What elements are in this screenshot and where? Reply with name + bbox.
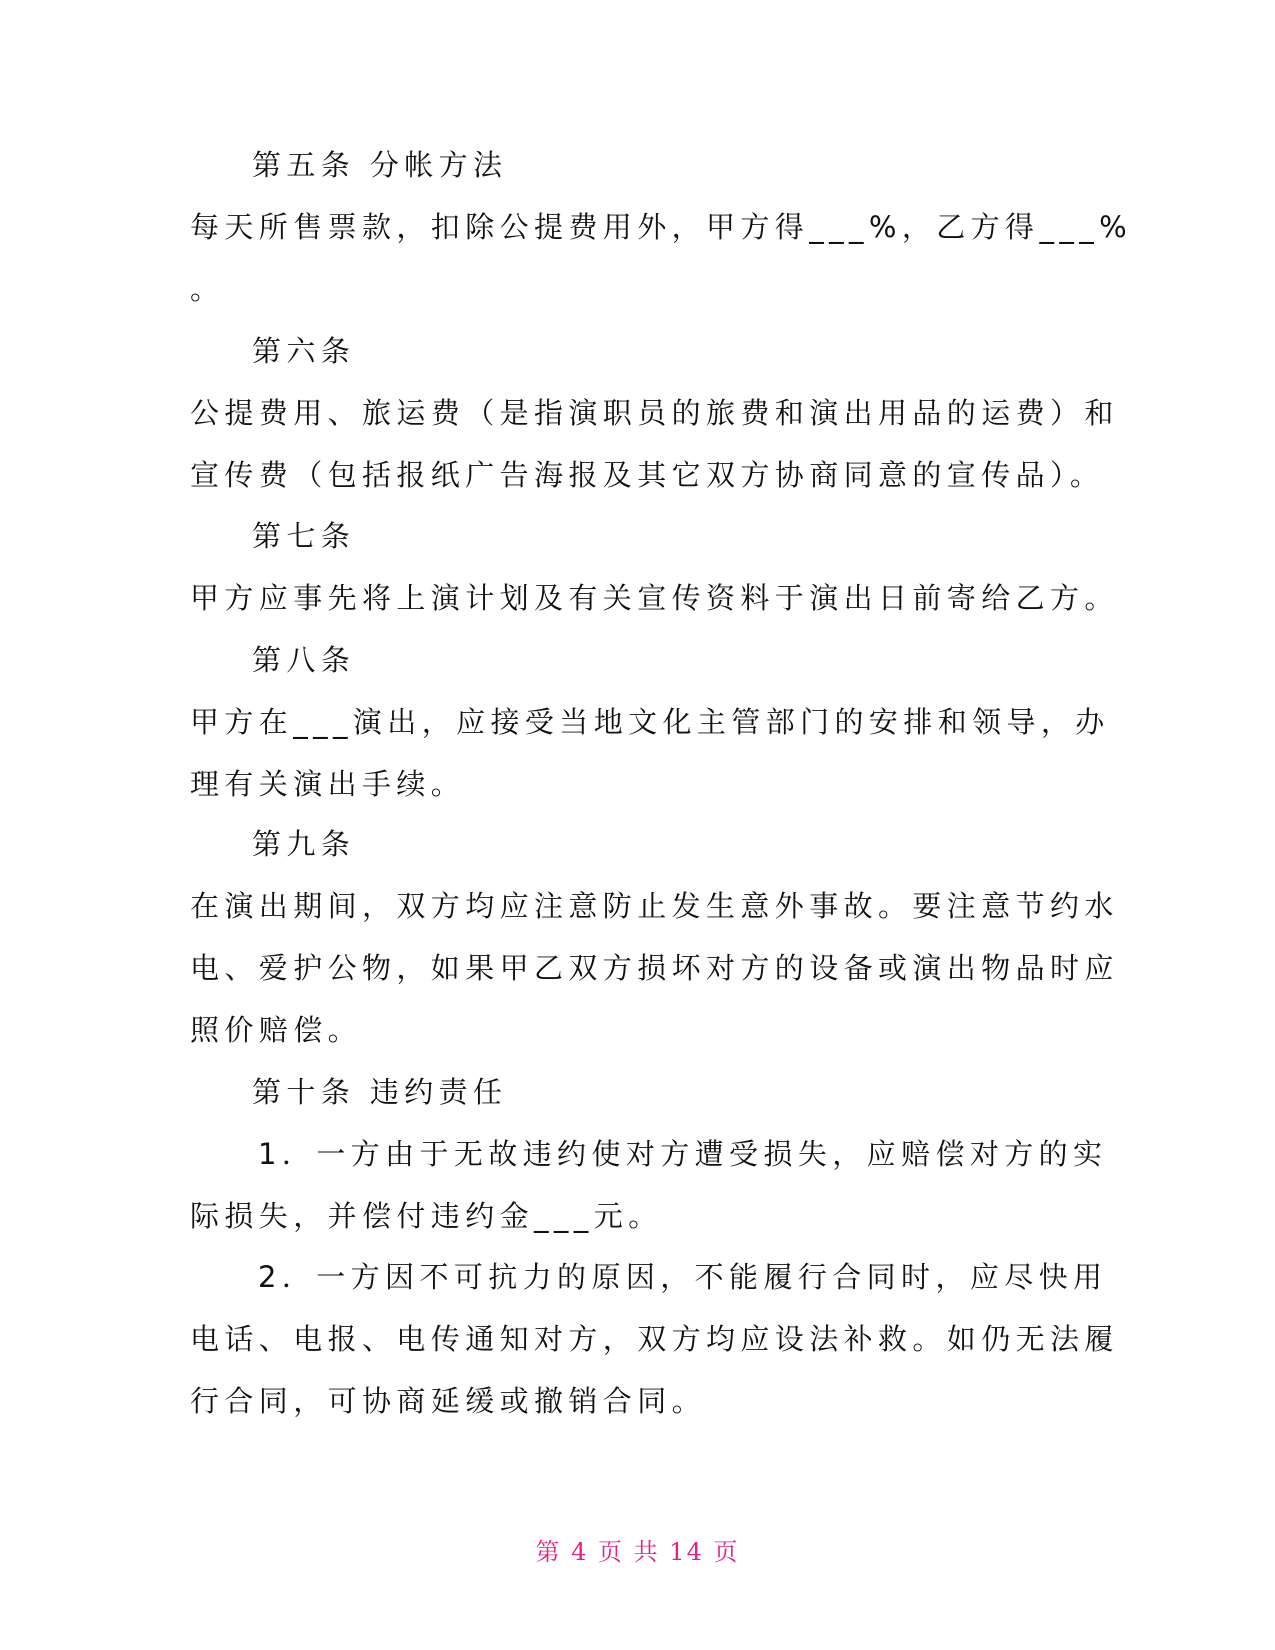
article-8-heading: 第八条 (252, 643, 356, 677)
page-number-footer: 第 4 页 共 14 页 (535, 1538, 740, 1566)
article-5-heading: 第五条 分帐方法 (252, 148, 508, 182)
article-7-heading: 第七条 (252, 519, 356, 553)
article-5-body-line-1: 每天所售票款，扣除公提费用外，甲方得___%，乙方得___% (190, 210, 1133, 244)
article-7-body-line-1: 甲方应事先将上演计划及有关宣传资料于演出日前寄给乙方。 (190, 581, 1119, 615)
article-8-body-line-1: 甲方在___演出，应接受当地文化主管部门的安排和领导，办 (190, 705, 1110, 739)
article-10-clause-1-line-2: 际损失，并偿付违约金___元。 (190, 1199, 663, 1233)
article-6-body-line-1: 公提费用、旅运费（是指演职员的旅费和演出用品的运费）和 (190, 396, 1119, 430)
article-5-body-line-2: 。 (190, 272, 225, 306)
article-10-clause-2-line-3: 行合同，可协商延缓或撤销合同。 (190, 1384, 707, 1418)
article-9-heading: 第九条 (252, 827, 356, 861)
article-10-clause-2-line-2: 电话、电报、电传通知对方，双方均应设法补救。如仍无法履 (190, 1322, 1119, 1356)
article-6-heading: 第六条 (252, 334, 356, 368)
article-10-clause-2-line-1: 2．一方因不可抗力的原因，不能履行合同时，应尽快用 (258, 1260, 1108, 1294)
article-10-clause-1-line-1: 1．一方由于无故违约使对方遭受损失，应赔偿对方的实 (258, 1137, 1108, 1171)
article-9-body-line-1: 在演出期间，双方均应注意防止发生意外事故。要注意节约水 (190, 889, 1119, 923)
article-6-body-line-2: 宣传费（包括报纸广告海报及其它双方协商同意的宣传品）。 (190, 458, 1105, 492)
article-9-body-line-2: 电、爱护公物，如果甲乙双方损坏对方的设备或演出物品时应 (190, 951, 1119, 985)
article-8-body-line-2: 理有关演出手续。 (190, 767, 466, 801)
article-9-body-line-3: 照价赔偿。 (190, 1013, 363, 1047)
article-10-heading: 第十条 违约责任 (252, 1075, 508, 1109)
